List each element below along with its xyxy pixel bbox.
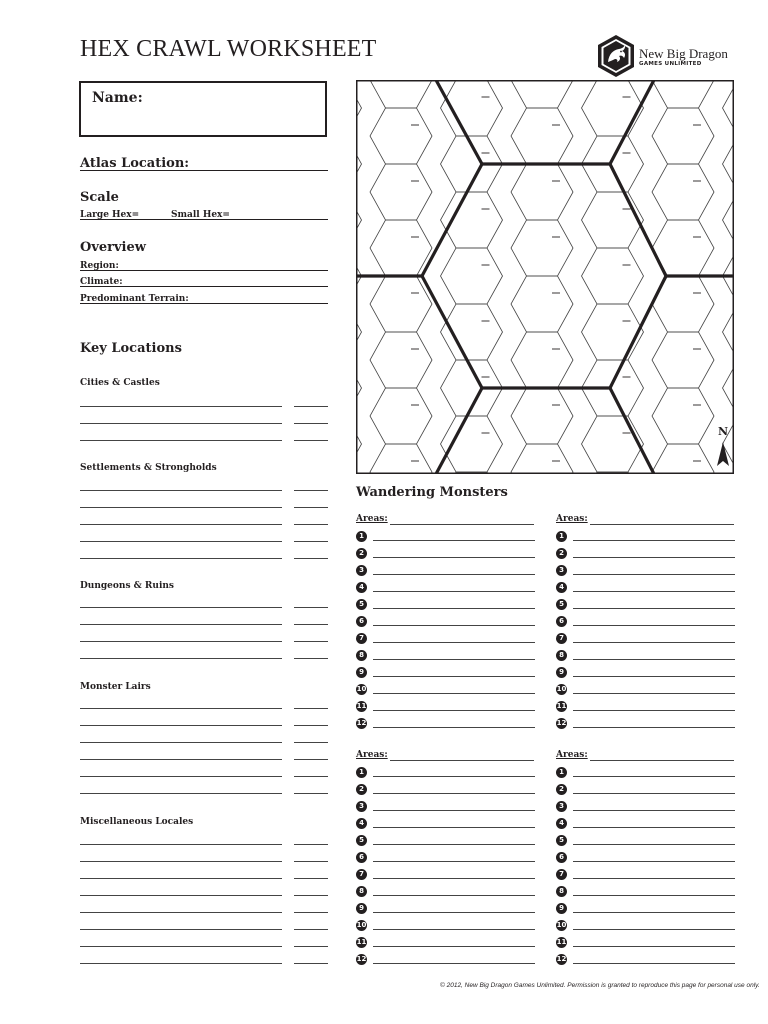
- location-hex-line[interactable]: [294, 507, 328, 508]
- areas-label: Areas:: [556, 514, 588, 524]
- location-hex-line[interactable]: [294, 406, 328, 407]
- entry-number-badge: 7: [356, 633, 367, 644]
- location-name-line[interactable]: [80, 725, 282, 726]
- large-hex-label: Large Hex=: [80, 210, 140, 220]
- hex-cell[interactable]: [582, 192, 644, 248]
- location-name-line[interactable]: [80, 641, 282, 642]
- entry-number-badge: 7: [556, 869, 567, 880]
- areas-line[interactable]: [390, 524, 534, 525]
- terrain-line[interactable]: [80, 303, 328, 304]
- entry-number-badge: 11: [356, 702, 367, 710]
- entry-number-badge: 5: [556, 599, 567, 610]
- location-hex-line[interactable]: [294, 963, 328, 964]
- location-name-line[interactable]: [80, 541, 282, 542]
- monster-entry-line[interactable]: [373, 625, 535, 626]
- overview-heading: Overview: [80, 240, 146, 255]
- location-hex-line[interactable]: [294, 558, 328, 559]
- monster-entry-line[interactable]: [373, 912, 535, 913]
- hex-cell[interactable]: [582, 248, 644, 304]
- entry-number-badge: 11: [556, 938, 567, 946]
- monster-entry-line[interactable]: [573, 591, 735, 592]
- compass-north-icon: [717, 425, 729, 466]
- publisher-logo: [596, 34, 736, 78]
- entry-number-badge: 4: [356, 582, 367, 593]
- compass-label: N: [717, 425, 729, 438]
- entry-number-badge: 2: [356, 548, 367, 559]
- hex-cell[interactable]: [511, 444, 573, 474]
- page-title: HEX CRAWL WORKSHEET: [80, 36, 377, 62]
- entry-number-badge: 12: [356, 955, 367, 963]
- hex-cell[interactable]: [723, 360, 735, 416]
- hex-cell[interactable]: [723, 136, 735, 192]
- entry-number-badge: 4: [556, 818, 567, 829]
- logo-name: New Big Dragon: [639, 46, 728, 61]
- entry-number-badge: 9: [356, 667, 367, 678]
- monster-entry-line[interactable]: [573, 557, 735, 558]
- monster-entry-line[interactable]: [573, 776, 735, 777]
- location-name-line[interactable]: [80, 742, 282, 743]
- location-hex-line[interactable]: [294, 929, 328, 930]
- monster-entry-line[interactable]: [373, 557, 535, 558]
- entry-number-badge: 4: [556, 582, 567, 593]
- location-hex-line[interactable]: [294, 541, 328, 542]
- entry-number-badge: 12: [556, 955, 567, 963]
- hex-cell[interactable]: [652, 164, 714, 220]
- scale-heading: Scale: [80, 190, 119, 205]
- entry-number-badge: 3: [356, 801, 367, 812]
- location-name-line[interactable]: [80, 946, 282, 947]
- location-name-line[interactable]: [80, 759, 282, 760]
- monster-entry-line[interactable]: [573, 861, 735, 862]
- monster-entry-line[interactable]: [373, 776, 535, 777]
- hex-map[interactable]: [356, 80, 734, 474]
- hex-cell[interactable]: [582, 80, 644, 136]
- areas-label: Areas:: [356, 514, 388, 524]
- key-section-title: Dungeons & Ruins: [80, 581, 174, 591]
- location-name-line[interactable]: [80, 861, 282, 862]
- dragon-logo-icon: [596, 34, 636, 78]
- location-hex-line[interactable]: [294, 641, 328, 642]
- name-label: Name:: [92, 90, 143, 106]
- monster-entry-line[interactable]: [373, 642, 535, 643]
- atlas-location-label: Atlas Location:: [80, 156, 190, 171]
- hex-cell[interactable]: [582, 416, 644, 472]
- hex-cell[interactable]: [511, 332, 573, 388]
- hex-cell[interactable]: [582, 304, 644, 360]
- monster-entry-line[interactable]: [373, 540, 535, 541]
- location-hex-line[interactable]: [294, 776, 328, 777]
- location-hex-line[interactable]: [294, 725, 328, 726]
- location-hex-line[interactable]: [294, 878, 328, 879]
- location-hex-line[interactable]: [294, 793, 328, 794]
- entry-number-badge: 10: [356, 921, 367, 929]
- monster-entry-line[interactable]: [573, 642, 735, 643]
- monster-entry-line[interactable]: [373, 574, 535, 575]
- monster-entry-line[interactable]: [373, 963, 535, 964]
- hex-cell[interactable]: [723, 80, 735, 136]
- hex-cell[interactable]: [370, 220, 432, 276]
- monster-entry-line[interactable]: [373, 710, 535, 711]
- monster-entry-line[interactable]: [373, 827, 535, 828]
- monster-entry-line[interactable]: [373, 946, 535, 947]
- monster-entry-line[interactable]: [373, 693, 535, 694]
- hex-cell[interactable]: [511, 388, 573, 444]
- monster-entry-line[interactable]: [573, 793, 735, 794]
- monster-entry-line[interactable]: [373, 608, 535, 609]
- entry-number-badge: 7: [356, 869, 367, 880]
- monster-entry-line[interactable]: [573, 540, 735, 541]
- entry-number-badge: 12: [356, 719, 367, 727]
- entry-number-badge: 1: [356, 767, 367, 778]
- location-name-line[interactable]: [80, 490, 282, 491]
- monster-entry-line[interactable]: [373, 810, 535, 811]
- terrain-label: Predominant Terrain:: [80, 294, 189, 304]
- key-section-title: Cities & Castles: [80, 378, 160, 388]
- location-hex-line[interactable]: [294, 440, 328, 441]
- entry-number-badge: 1: [556, 531, 567, 542]
- wandering-monsters-heading: Wandering Monsters: [356, 485, 508, 500]
- monster-entry-line[interactable]: [373, 793, 535, 794]
- location-name-line[interactable]: [80, 507, 282, 508]
- scale-line[interactable]: [80, 219, 328, 220]
- location-hex-line[interactable]: [294, 895, 328, 896]
- entry-number-badge: 4: [356, 818, 367, 829]
- hex-cell[interactable]: [370, 444, 432, 474]
- entry-number-badge: 8: [556, 886, 567, 897]
- location-hex-line[interactable]: [294, 844, 328, 845]
- entry-number-badge: 3: [556, 801, 567, 812]
- monster-entry-line[interactable]: [573, 912, 735, 913]
- location-name-line[interactable]: [80, 524, 282, 525]
- entry-number-badge: 8: [356, 886, 367, 897]
- location-name-line[interactable]: [80, 895, 282, 896]
- monster-entry-line[interactable]: [573, 963, 735, 964]
- entry-number-badge: 8: [356, 650, 367, 661]
- location-name-line[interactable]: [80, 912, 282, 913]
- areas-label: Areas:: [556, 750, 588, 760]
- location-hex-line[interactable]: [294, 759, 328, 760]
- monster-entry-line[interactable]: [373, 727, 535, 728]
- location-hex-line[interactable]: [294, 524, 328, 525]
- entry-number-badge: 6: [356, 852, 367, 863]
- location-name-line[interactable]: [80, 558, 282, 559]
- hex-cell[interactable]: [511, 220, 573, 276]
- entry-number-badge: 1: [556, 767, 567, 778]
- hex-cell[interactable]: [441, 192, 503, 248]
- hex-cell[interactable]: [441, 304, 503, 360]
- logo-subtitle: GAMES UNLIMITED: [639, 61, 702, 67]
- areas-line[interactable]: [390, 760, 534, 761]
- hex-cell[interactable]: [370, 332, 432, 388]
- hex-cell[interactable]: [511, 276, 573, 332]
- entry-number-badge: 2: [356, 784, 367, 795]
- entry-number-badge: 8: [556, 650, 567, 661]
- entry-number-badge: 9: [356, 903, 367, 914]
- name-field[interactable]: [79, 81, 327, 137]
- monster-entry-line[interactable]: [573, 895, 735, 896]
- monster-entry-line[interactable]: [373, 659, 535, 660]
- location-name-line[interactable]: [80, 406, 282, 407]
- entry-number-badge: 10: [556, 685, 567, 693]
- location-name-line[interactable]: [80, 423, 282, 424]
- monster-entry-line[interactable]: [573, 710, 735, 711]
- key-section-title: Monster Lairs: [80, 682, 151, 692]
- location-hex-line[interactable]: [294, 946, 328, 947]
- monster-entry-line[interactable]: [573, 810, 735, 811]
- monster-entry-line[interactable]: [573, 659, 735, 660]
- hex-cell[interactable]: [370, 388, 432, 444]
- location-hex-line[interactable]: [294, 624, 328, 625]
- areas-line[interactable]: [590, 524, 734, 525]
- monster-entry-line[interactable]: [573, 693, 735, 694]
- region-label: Region:: [80, 261, 119, 271]
- monster-entry-line[interactable]: [573, 946, 735, 947]
- location-hex-line[interactable]: [294, 742, 328, 743]
- entry-number-badge: 3: [356, 565, 367, 576]
- entry-number-badge: 3: [556, 565, 567, 576]
- hex-cell[interactable]: [652, 108, 714, 164]
- location-name-line[interactable]: [80, 878, 282, 879]
- key-locations-heading: Key Locations: [80, 341, 182, 356]
- copyright-notice: © 2012, New Big Dragon Games Unlimited. Permission is granted to reproduce this page for personal use only.: [440, 982, 760, 989]
- hex-cell[interactable]: [511, 80, 573, 108]
- entry-number-badge: 2: [556, 548, 567, 559]
- entry-number-badge: 12: [556, 719, 567, 727]
- location-hex-line[interactable]: [294, 861, 328, 862]
- location-hex-line[interactable]: [294, 912, 328, 913]
- entry-number-badge: 5: [356, 599, 367, 610]
- hex-cell[interactable]: [652, 332, 714, 388]
- monster-entry-line[interactable]: [573, 574, 735, 575]
- location-hex-line[interactable]: [294, 658, 328, 659]
- monster-entry-line[interactable]: [573, 844, 735, 845]
- monster-entry-line[interactable]: [373, 844, 535, 845]
- entry-number-badge: 5: [556, 835, 567, 846]
- hex-cell[interactable]: [370, 276, 432, 332]
- monster-entry-line[interactable]: [573, 625, 735, 626]
- monster-entry-line[interactable]: [573, 878, 735, 879]
- location-name-line[interactable]: [80, 844, 282, 845]
- location-hex-line[interactable]: [294, 490, 328, 491]
- location-name-line[interactable]: [80, 963, 282, 964]
- location-name-line[interactable]: [80, 607, 282, 608]
- location-name-line[interactable]: [80, 658, 282, 659]
- hex-cell[interactable]: [723, 304, 735, 360]
- entry-number-badge: 7: [556, 633, 567, 644]
- location-hex-line[interactable]: [294, 708, 328, 709]
- monster-entry-line[interactable]: [573, 827, 735, 828]
- entry-number-badge: 6: [356, 616, 367, 627]
- atlas-location-line[interactable]: [80, 170, 328, 171]
- entry-number-badge: 10: [556, 921, 567, 929]
- hex-cell[interactable]: [370, 164, 432, 220]
- key-section-title: Settlements & Strongholds: [80, 463, 217, 473]
- entry-number-badge: 9: [556, 903, 567, 914]
- hex-cell[interactable]: [370, 108, 432, 164]
- entry-number-badge: 2: [556, 784, 567, 795]
- entry-number-badge: 6: [556, 616, 567, 627]
- small-hex-label: Small Hex=: [171, 210, 230, 220]
- entry-number-badge: 5: [356, 835, 367, 846]
- hex-cell[interactable]: [441, 248, 503, 304]
- monster-entry-line[interactable]: [373, 929, 535, 930]
- monster-entry-line[interactable]: [373, 591, 535, 592]
- monster-entry-line[interactable]: [373, 895, 535, 896]
- location-name-line[interactable]: [80, 929, 282, 930]
- location-name-line[interactable]: [80, 776, 282, 777]
- location-name-line[interactable]: [80, 624, 282, 625]
- areas-label: Areas:: [356, 750, 388, 760]
- location-name-line[interactable]: [80, 708, 282, 709]
- monster-entry-line[interactable]: [373, 676, 535, 677]
- entry-number-badge: 1: [356, 531, 367, 542]
- hex-cell[interactable]: [370, 80, 432, 108]
- entry-number-badge: 6: [556, 852, 567, 863]
- monster-entry-line[interactable]: [573, 929, 735, 930]
- monster-entry-line[interactable]: [373, 861, 535, 862]
- location-hex-line[interactable]: [294, 423, 328, 424]
- entry-number-badge: 10: [356, 685, 367, 693]
- hex-cell[interactable]: [441, 416, 503, 472]
- region-line[interactable]: [80, 270, 328, 271]
- large-hex-outline: [356, 80, 734, 474]
- hex-cell[interactable]: [511, 108, 573, 164]
- hex-cell[interactable]: [652, 444, 714, 474]
- hex-cell[interactable]: [652, 80, 714, 108]
- entry-number-badge: 9: [556, 667, 567, 678]
- key-section-title: Miscellaneous Locales: [80, 817, 194, 827]
- entry-number-badge: 11: [356, 938, 367, 946]
- monster-entry-line[interactable]: [573, 727, 735, 728]
- climate-line[interactable]: [80, 286, 328, 287]
- monster-entry-line[interactable]: [373, 878, 535, 879]
- areas-line[interactable]: [590, 760, 734, 761]
- hex-cell[interactable]: [511, 164, 573, 220]
- location-hex-line[interactable]: [294, 607, 328, 608]
- hex-cell[interactable]: [723, 192, 735, 248]
- location-name-line[interactable]: [80, 793, 282, 794]
- climate-label: Climate:: [80, 277, 123, 287]
- entry-number-badge: 11: [556, 702, 567, 710]
- monster-entry-line[interactable]: [573, 676, 735, 677]
- hex-cell[interactable]: [652, 388, 714, 444]
- location-name-line[interactable]: [80, 440, 282, 441]
- monster-entry-line[interactable]: [573, 608, 735, 609]
